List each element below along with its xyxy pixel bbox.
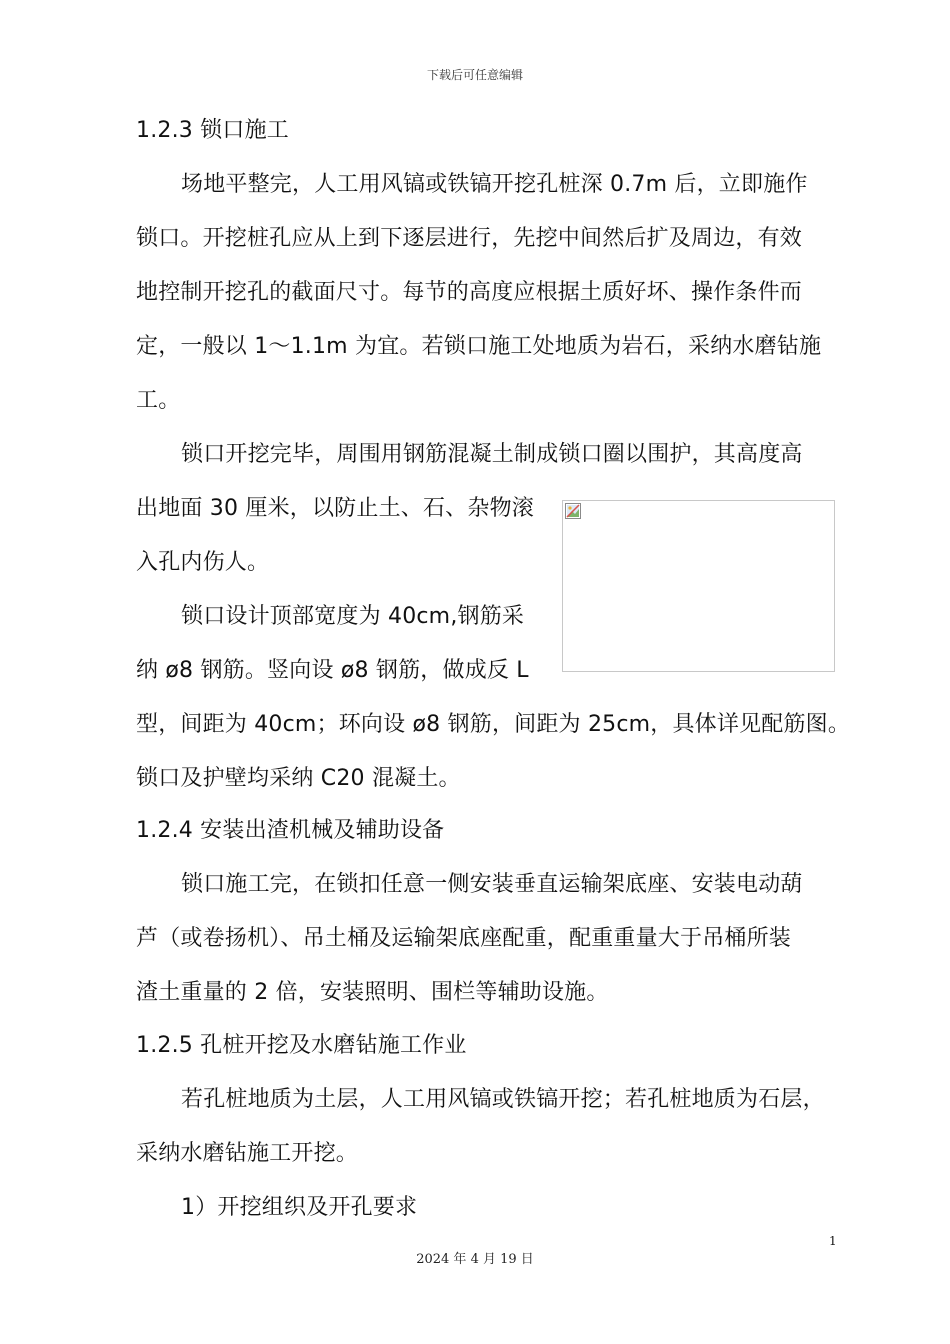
paragraph-line: 锁口及护壁均采纳 C20 混凝土。 [136,766,461,791]
page-number: 1 [829,1234,837,1248]
paragraph-line: 锁口。开挖桩孔应从上到下逐层进行，先挖中间然后扩及周边，有效 [136,226,803,251]
list-item: 1）开挖组织及开孔要求 [181,1195,418,1220]
paragraph-line: 若孔桩地质为土层，人工用风镐或铁镐开挖；若孔桩地质为石层， [181,1087,825,1112]
paragraph-line: 场地平整完，人工用风镐或铁镐开挖孔桩深 0.7m 后，立即施作 [181,172,808,197]
paragraph-line: 出地面 30 厘米，以防止土、石、杂物滚 [136,496,534,521]
paragraph-line: 工。 [136,388,181,413]
section-title-1-2-4: 1.2.4 安装出渣机械及辅助设备 [136,818,445,843]
paragraph-line: 地控制开挖孔的截面尺寸。每节的高度应根据土质好坏、操作条件而 [136,280,803,305]
paragraph-line: 锁口设计顶部宽度为 40cm,钢筋采 [181,604,525,629]
paragraph-line: 型，间距为 40cm；环向设 ø8 钢筋，间距为 25cm，具体详见配筋图。 [136,712,851,737]
paragraph-line: 锁口施工完，在锁扣任意一侧安装垂直运输架底座、安装电动葫 [181,872,803,897]
page-header: 下载后可任意编辑 [426,68,523,82]
footer-date: 2024 年 4 月 19 日 [416,1252,534,1267]
section-title-1-2-5: 1.2.5 孔桩开挖及水磨钻施工作业 [136,1033,467,1058]
broken-image-placeholder [562,500,835,672]
paragraph-line: 渣土重量的 2 倍，安装照明、围栏等辅助设施。 [136,980,609,1005]
paragraph-line: 入孔内伤人。 [136,550,270,575]
paragraph-line: 纳 ø8 钢筋。竖向设 ø8 钢筋，做成反 L [136,658,529,683]
paragraph-line: 定，一般以 1～1.1m 为宜。若锁口施工处地质为岩石，采纳水磨钻施 [136,334,822,359]
section-title-1-2-3: 1.2.3 锁口施工 [136,118,289,143]
paragraph-line: 芦（或卷扬机）、吊土桶及运输架底座配重，配重重量大于吊桶所装 [136,926,792,951]
broken-image-icon [565,503,581,519]
paragraph-line: 锁口开挖完毕，周围用钢筋混凝土制成锁口圈以围护，其高度高 [181,442,803,467]
paragraph-line: 采纳水磨钻施工开挖。 [136,1141,359,1166]
